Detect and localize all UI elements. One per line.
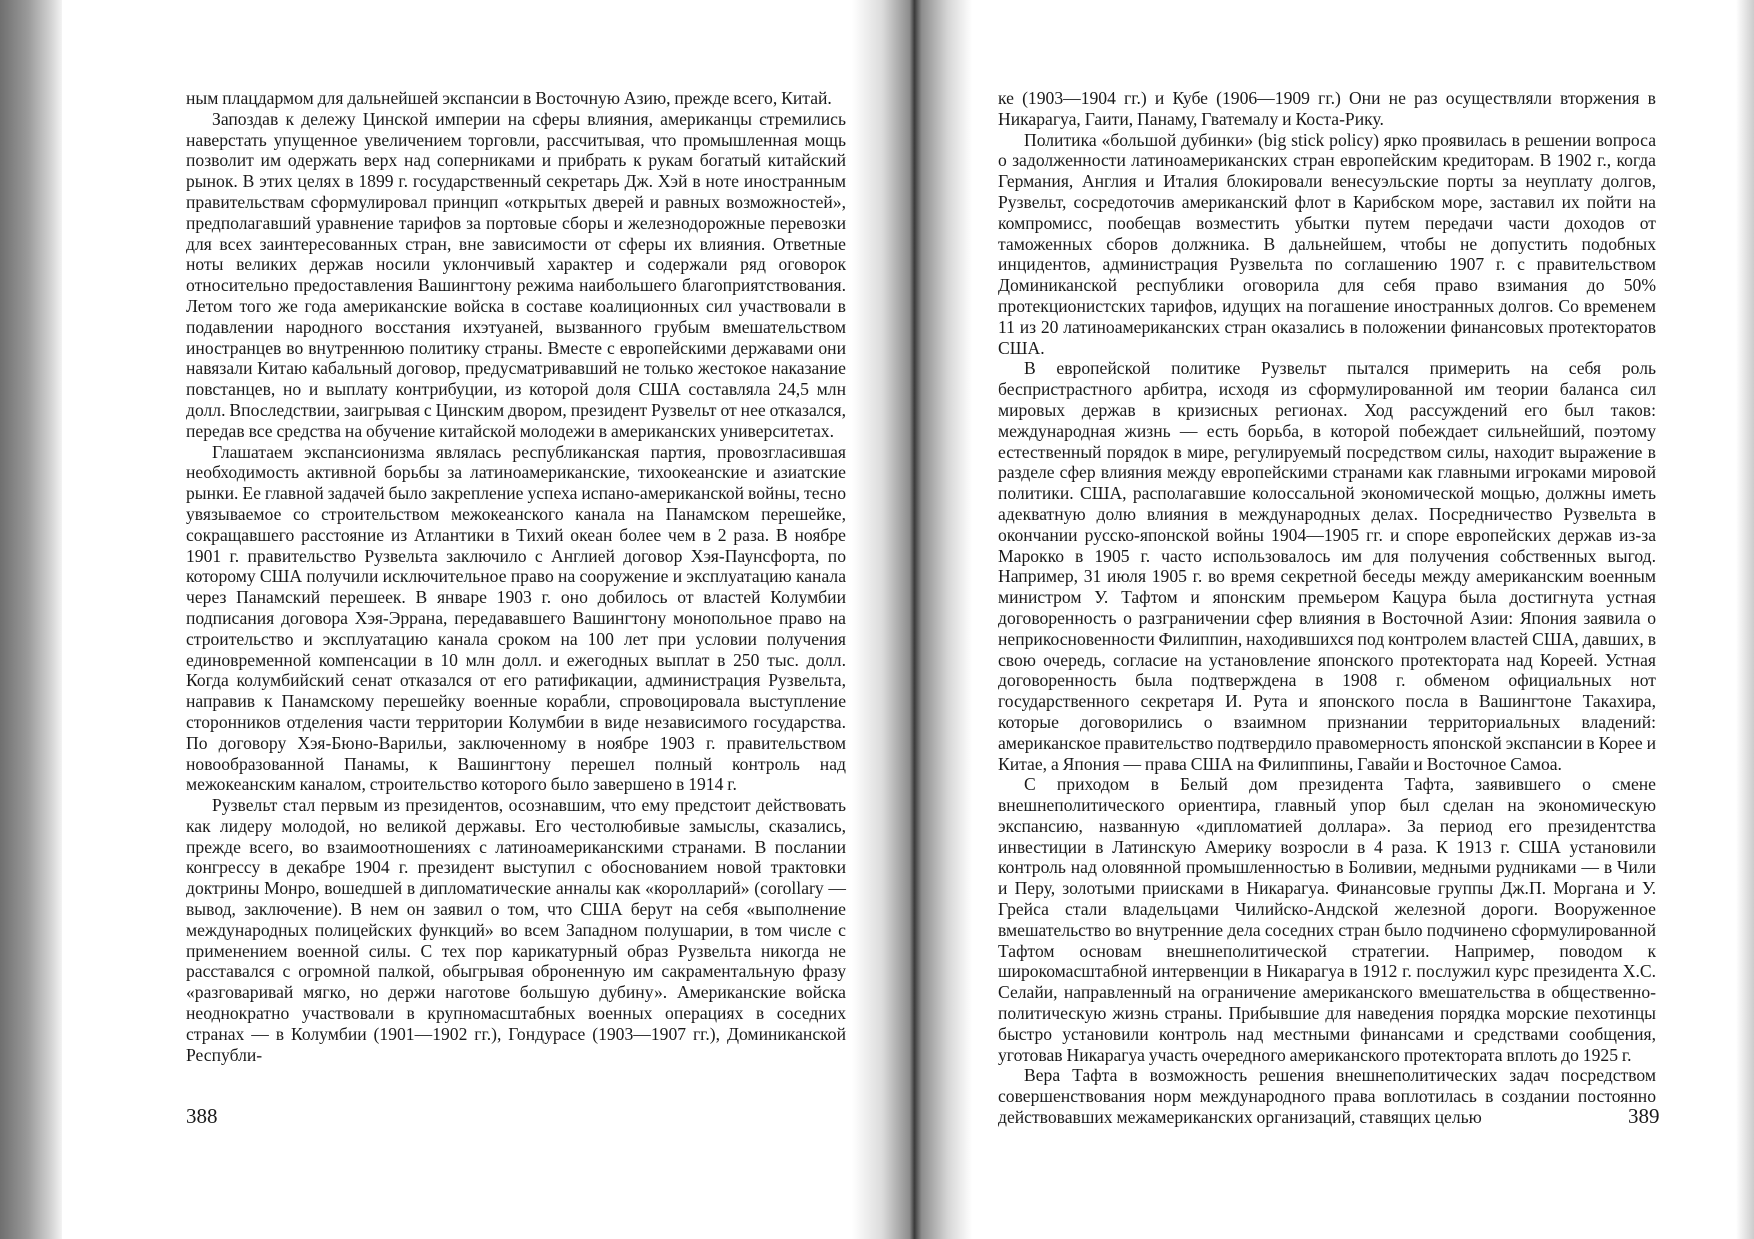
paragraph: Запоздав к дележу Цинской империи на сферы влияния, американцы стремились наверстать упущенное увеличением торговли, рассчитывая, что промышленная мощь позволит им одержать верх над соперниками и прибрать к рукам богатый китайский рынок. В этих целях в 1899 г. государственный секретарь Дж. Хэй в ноте иностранным правительствам сформулировал принцип «открытых дверей и равных возможностей», предполагавший уравнение тарифов за портовые сборы и железнодорожные перевозки для всех заинтересованных стран, вне зависимости от сферы их влияния. Ответные ноты великих держав носили уклончивый характер и содержали ряд оговорок относительно предоставления Вашингтону режима наибольшего благоприятствования. Летом того же года американские войска в составе коалиционных сил участвовали в подавлении народного восстания ихэтуаней, вызванного грубым вмешательством иностранцев во внутреннюю политику страны. Вместе с европейскими державами они навязали Китаю кабальный договор, предусматривавший не только жестокое наказание повстанцев, но и выплату контрибуции, из которой доля США составляла 24,5 млн долл. Впоследствии, заигрывая с Цинским двором, президент Рузвельт от нее отказался, передав все средства на обучение китайской молодежи в американских университетах.: [186, 108, 846, 441]
paragraph: Глашатаем экспансионизма являлась республиканская партия, провозгласившая необходимость активной борьбы за латиноамериканские, тихоокеанские и азиатские рынки. Ее главной задачей было закрепление успеха испано-американской войны, тесно увязываемое со строительством межокеанского канала на Панамском перешейке, сокращавшего расстояние из Атлантики в Тихий океан более чем в 2 раза. В ноябре 1901 г. правительство Рузвельта заключило с Англией договор Хэя-Паунсфорта, по которому США получили исключительное право на сооружение и эксплуатацию канала через Панамский перешеек. В январе 1903 г. оно добилось от властей Колумбии подписания договора Хэя-Эррана, передававшего Вашингтону монопольное право на строительство и эксплуатацию канала сроком на 100 лет при условии получения единовременной компенсации в 10 млн долл. и ежегодных выплат в 250 тыс. долл. Когда колумбийский сенат отказался от его ратификации, администрация Рузвельта, направив к Панамскому перешейку военные корабли, спровоцировала выступление сторонников отделения части территории Колумбии в виде независимого государства. По договору Хэя-Бюно-Варильи, заключенному в ноябре 1903 г. правительством новообразованной Панамы, к Вашингтону перешел полный контроль над межокеанским каналом, строительство которого было завершено в 1914 г.: [186, 441, 846, 795]
paragraph: ке (1903—1904 гг.) и Кубе (1906—1909 гг.) Они не раз осуществляли вторжения в Никарагуа, Гаити, Панаму, Гватемалу и Коста-Рику.: [998, 88, 1656, 129]
paragraph: Политика «большой дубинки» (big stick policy) ярко проявилась в решении вопроса о задолженности латиноамериканских стран европейским кредиторам. В 1902 г., когда Германия, Англия и Италия блокировали венесуэльские порты за неуплату долгов, Рузвельт, сосредоточив американский флот в Карибском море, заставил их пойти на компромисс, пообещав возместить убытки путем передачи части доходов от таможенных сборов должника. В дальнейшем, чтобы не допустить подобных инцидентов, администрация Рузвельта по соглашению 1907 г. с правительством Доминиканской республики оговорила для себя право взимания до 50% протекционистских тарифов, идущих на погашение иностранных долгов. Со временем 11 из 20 латиноамериканских стран оказались в положении финансовых протекторатов США.: [998, 129, 1656, 358]
paragraph: Рузвельт стал первым из президентов, осознавшим, что ему предстоит действовать как лидеру молодой, но великой державы. Его честолюбивые замыслы, сказались, прежде всего, во взаимоотношениях с латиноамериканскими странами. В послании конгрессу в декабре 1904 г. президент выступил с обоснованием новой трактовки доктрины Монро, вошедшей в дипломатические анналы как «королларий» (corollary — вывод, заключение). В нем он заявил о том, что США берут на себя «выполнение международных полицейских функций» во всем Западном полушарии, в том числе с применением военной силы. С тех пор карикатурный образ Рузвельта никогда не расставался с огромной палкой, обыгрывая оброненную им сакраментальную фразу «разговаривай мягко, но держи наготове большую дубину». Американские войска неоднократно участвовали в крупномасштабных военных операциях в соседних странах — в Колумбии (1901—1902 гг.), Гондурасе (1903—1907 гг.), Доминиканской Республи-: [186, 795, 846, 1065]
page-edge-shadow-right: [1736, 0, 1754, 1239]
paragraph: Вера Тафта в возможность решения внешнеполитических задач посредством совершенствования норм международного права воплотилась в создании постоянно действовавших межамериканских организаций, ставящих целью: [998, 1065, 1656, 1128]
book-spine-shadow: [852, 0, 972, 1239]
paragraph: С приходом в Белый дом президента Тафта, заявившего о смене внешнеполитического ориентира, главный упор был сделан на экономическую экспансию, названную «дипломатией доллара». За период его президентства инвестиции в Латинскую Америку возросли в 4 раза. К 1913 г. США установили контроль над оловянной промышленностью в Боливии, медными рудниками — в Чили и Перу, золотыми приисками в Никарагуа. Финансовые группы Дж.П. Моргана и У. Грейса стали владельцами Чилийско-Андской железной дороги. Вооруженное вмешательство во внутренние дела соседних стран было подчинено сформулированной Тафтом основам внешнеполитической стратегии. Например, поводом к широкомасштабной интервенции в Никарагуа в 1912 г. послужил курс президента Х.С. Селайи, направленный на ограничение американского вмешательства в общественно-политическую жизнь страны. Прибывшие для наведения порядка морские пехотинцы быстро установили контроль над местными финансами и средствами сообщения, уготовав Никарагуа участь очередного американского протектората вплоть до 1925 г.: [998, 774, 1656, 1065]
page-number-right: 389: [1628, 1104, 1660, 1128]
paragraph: ным плацдармом для дальнейшей экспансии в Восточную Азию, прежде всего, Китай.: [186, 88, 832, 108]
paragraph: В европейской политике Рузвельт пытался примерить на себя роль беспристрастного арбитра, исходя из сформулированной им теории баланса сил мировых держав в кризисных регионах. Ход рассуждений его был таков: международная жизнь — есть борьба, в которой побеждает сильнейший, поэтому естественный порядок в мире, регулируемый посредством силы, находит выражение в разделе сфер влияния между европейскими странами как главными игроками мировой политики. США, располагавшие колоссальной экономической мощью, должны иметь адекватную долю влияния в международных делах. Посредничество Рузвельта в окончании русско-японской войны 1904—1905 гг. и споре европейских держав из-за Марокко в 1905 г. часто использовалось им для получения собственных выгод. Например, 31 июля 1905 г. во время секретной беседы между американским военным министром У. Тафтом и японским премьером Кацура была достигнута устная договоренность о разграничении сфер влияния в Восточной Азии: Япония заявила о неприкосновенности Филиппин, находившихся под контролем властей США, давших, в свою очередь, согласие на установление японского протектората над Кореей. Устная договоренность была подтверждена в 1908 г. обменом официальных нот государственного секретаря И. Рута и японского посла в Вашингтоне Такахира, которые договорились о взаимном признании территориальных владений: американское правительство подтвердило правомерность японской экспансии в Корее и Китае, а Япония — права США на Филиппины, Гавайи и Восточное Самоа.: [998, 358, 1656, 774]
right-page-text: [998, 88, 1656, 1228]
page-number-left: 388: [186, 1104, 218, 1128]
page-edge-shadow: [0, 0, 62, 1239]
left-page-text: [186, 88, 846, 1228]
